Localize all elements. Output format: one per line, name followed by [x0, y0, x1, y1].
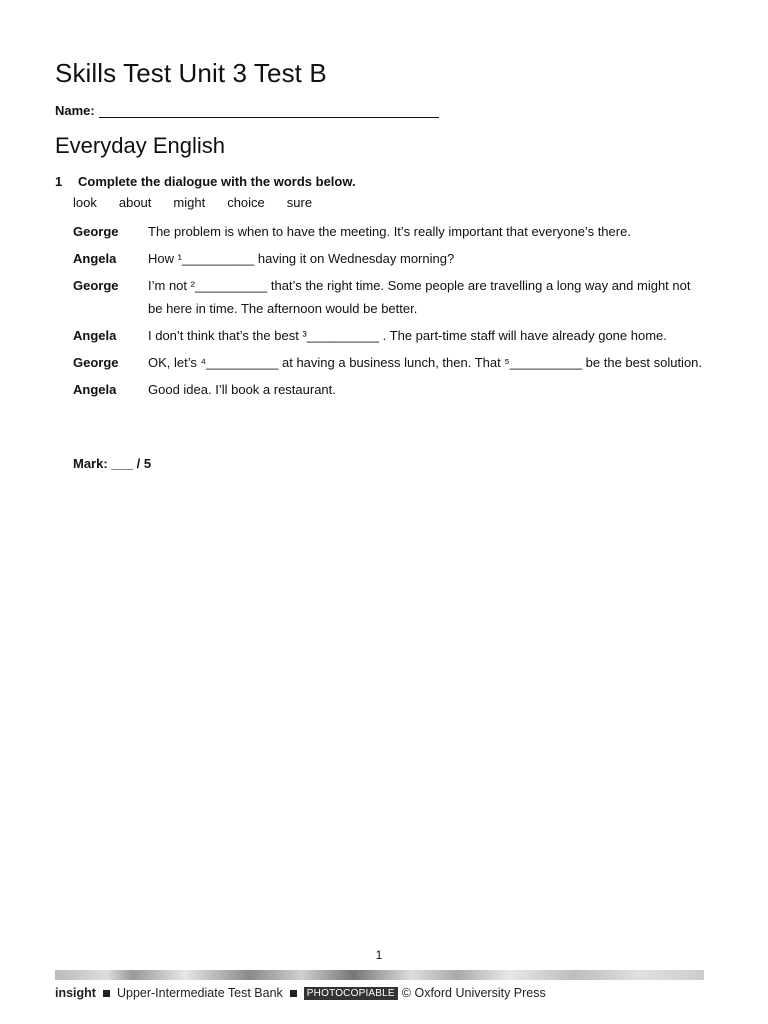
word-bank-item: about — [118, 195, 152, 210]
word-bank-item: choice — [227, 195, 265, 210]
square-bullet-icon — [290, 990, 297, 997]
dialogue-line: OK, let’s ⁴__________ at having a business lunch, then. That ⁵__________ be the best solution. — [148, 355, 703, 370]
word-bank-item: look — [73, 195, 97, 210]
dialogue-line: How ¹__________ having it on Wednesday morning? — [148, 251, 455, 266]
speaker-name: George — [73, 355, 119, 370]
section-title: Everyday English — [55, 133, 225, 158]
speaker-name: George — [73, 278, 119, 293]
footer — [55, 986, 546, 1000]
dialogue-line: I don’t think that’s the best ³__________ . The part-time staff will have already gone home. — [148, 328, 667, 343]
footer-publisher: © Oxford University Press — [401, 986, 546, 1000]
footer-test-bank: Upper-Intermediate Test Bank — [116, 986, 283, 1000]
question-instruction — [55, 174, 356, 189]
name-field — [55, 103, 439, 118]
page-title: Skills Test Unit 3 Test B — [55, 58, 327, 88]
square-bullet-icon — [103, 990, 110, 997]
dialogue-turn — [73, 324, 713, 347]
dialogue-turn — [73, 351, 713, 374]
dialogue-line: Good idea. I’ll book a restaurant. — [148, 382, 336, 397]
word-bank — [73, 195, 334, 210]
mark-score: Mark: ___ / 5 — [73, 456, 152, 471]
speaker-name: Angela — [73, 382, 117, 397]
name-blank-line — [99, 103, 439, 118]
dialogue — [73, 220, 713, 405]
word-bank-item: sure — [286, 195, 313, 210]
page-number: 1 — [375, 948, 383, 962]
dialogue-turn — [73, 274, 713, 320]
photocopiable-badge: PHOTOCOPIABLE — [304, 987, 398, 1000]
dialogue-turn — [73, 220, 713, 243]
dialogue-line: I’m not ²__________ that’s the right time. Some people are travelling a long way and might not be here in time. The afternoon would be better. — [148, 278, 691, 316]
name-label: Name: — [55, 103, 95, 118]
question-number: 1 — [55, 174, 63, 189]
dialogue-line: The problem is when to have the meeting. It’s really important that everyone’s there. — [148, 224, 631, 239]
question-text: Complete the dialogue with the words below. — [78, 174, 356, 189]
footer-brand-logo: insight — [55, 986, 96, 1000]
dialogue-turn — [73, 247, 713, 270]
speaker-name: Angela — [73, 251, 117, 266]
speaker-name: George — [73, 224, 119, 239]
word-bank-item: might — [173, 195, 206, 210]
dialogue-turn — [73, 378, 713, 401]
footer-photo-strip — [55, 970, 704, 980]
speaker-name: Angela — [73, 328, 117, 343]
